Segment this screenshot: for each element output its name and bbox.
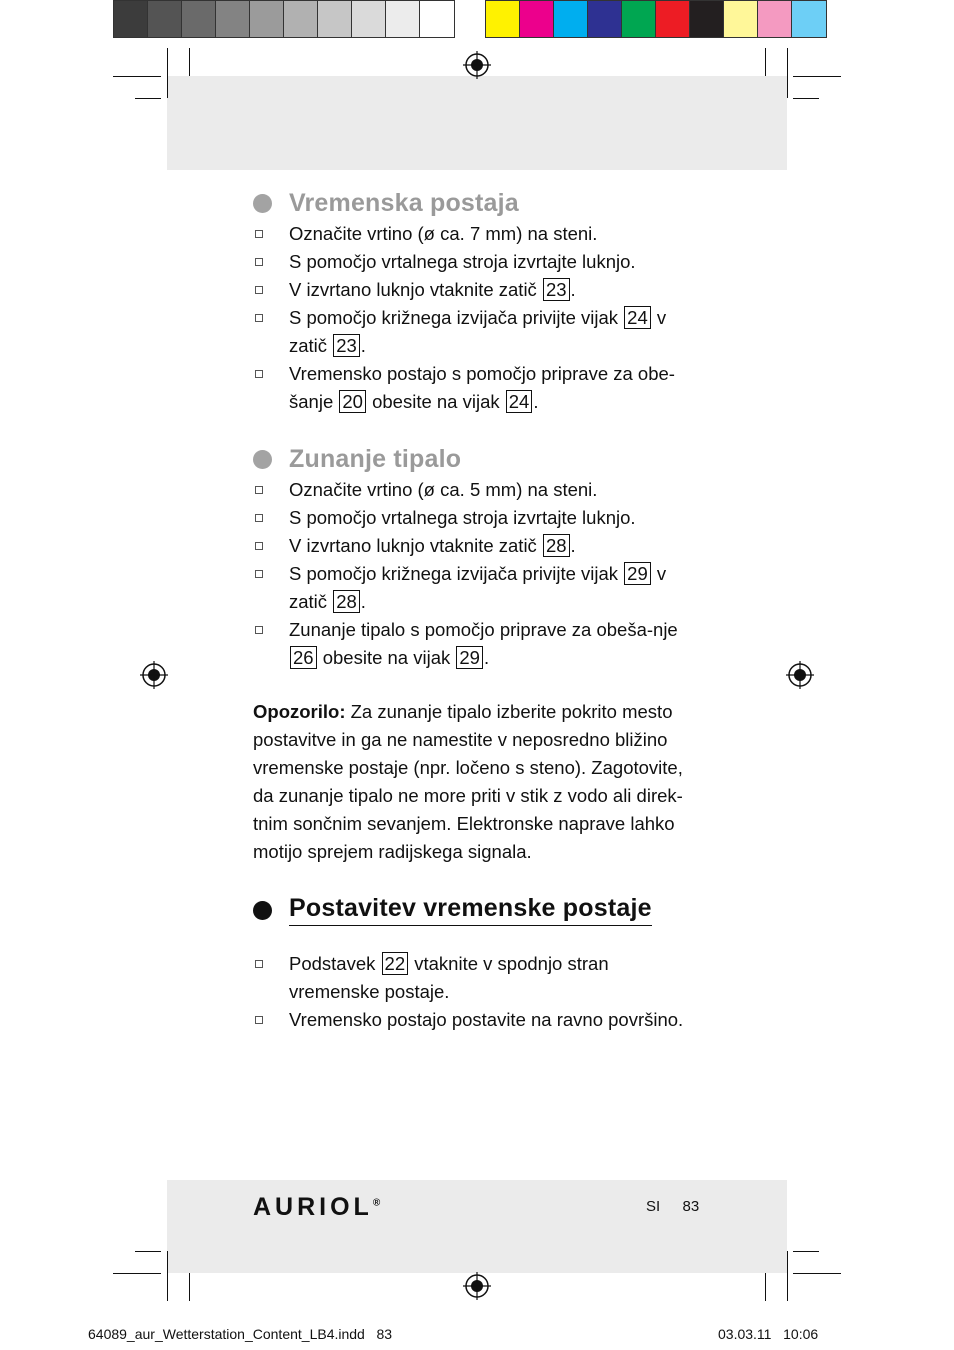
part-reference-number: 24 (506, 390, 533, 413)
section-title: Zunanje tipalo (289, 444, 462, 473)
list-item (253, 360, 703, 416)
item-text: . (360, 591, 366, 612)
item-text: Vremensko postajo s pomočjo priprave za obe-šanje (289, 363, 675, 412)
crop-mark (167, 1251, 168, 1301)
item-text: . (483, 647, 490, 668)
registration-mark-icon (140, 661, 168, 689)
item-text: Vremensko postajo postavite na ravno površino. (289, 1009, 684, 1030)
part-reference-number: 29 (624, 562, 651, 585)
color-swatch (758, 1, 792, 37)
color-swatch (250, 1, 284, 37)
list-item (253, 504, 703, 532)
item-text: . (570, 535, 576, 556)
crop-mark (787, 1251, 788, 1301)
print-timestamp: 03.03.11 10:06 (718, 1326, 819, 1342)
part-reference-number: 28 (543, 534, 570, 557)
checkbox-bullet-icon (255, 960, 263, 968)
item-text: S pomočjo križnega izvijača privijte vijak (289, 563, 624, 584)
instruction-list (253, 950, 703, 1034)
item-text: vtaknite v spodnjo stran vremenske postaje. (289, 953, 609, 1002)
part-reference-number: 28 (333, 590, 360, 613)
registration-mark-icon (463, 51, 491, 79)
crop-mark (113, 76, 161, 77)
checkbox-bullet-icon (255, 314, 263, 322)
file-name: 64089_aur_Wetterstation_Content_LB4.indd 83 (88, 1326, 393, 1342)
crop-mark (189, 1273, 190, 1301)
crop-mark (167, 48, 168, 98)
instruction-list (253, 476, 703, 672)
color-swatch (114, 1, 148, 37)
checkbox-bullet-icon (255, 570, 263, 578)
bullet-dot-icon (253, 450, 272, 469)
item-text: S pomočjo križnega izvijača privijte vijak (289, 307, 624, 328)
color-swatch (284, 1, 318, 37)
checkbox-bullet-icon (255, 1016, 263, 1024)
list-item (253, 560, 703, 616)
instruction-list (253, 220, 703, 416)
crop-mark (793, 1273, 841, 1274)
registration-mark-icon (463, 1272, 491, 1300)
item-text: V izvrtano luknjo vtaknite zatič (289, 279, 542, 300)
warning-label: Opozorilo: (253, 701, 346, 722)
item-text: . (533, 391, 539, 412)
crop-mark (765, 48, 766, 76)
section-title: Postavitev vremenske postaje (289, 894, 652, 926)
list-item (253, 276, 703, 304)
color-swatch (216, 1, 250, 37)
color-swatch (486, 1, 520, 37)
crop-mark (135, 98, 161, 99)
list-item (253, 248, 703, 276)
crop-mark (135, 1251, 161, 1252)
auriol-logo: AURIOL® (253, 1193, 381, 1221)
part-reference-number: 26 (290, 646, 317, 669)
section-heading-outdoor-sensor (253, 442, 703, 476)
list-item (253, 532, 703, 560)
warning-text: Za zunanje tipalo izberite pokrito mesto postavitve in ga ne namestite v neposredno bližino vremenske postaje (npr. ločeno s steno). Zagotovite, da zunanje tipalo ne more priti v stik z vodo ali direk-tnim sončnim sevanjem. Elektronske naprave lahko motijo sprejem radijskega signala. (253, 701, 683, 862)
item-text: Označite vrtino (ø ca. 5 mm) na steni. (289, 479, 598, 500)
item-text: Označite vrtino (ø ca. 7 mm) na steni. (289, 223, 598, 244)
color-swatch (622, 1, 656, 37)
item-text: . (570, 279, 576, 300)
color-swatch (588, 1, 622, 37)
color-swatches (485, 0, 827, 38)
color-swatch (148, 1, 182, 37)
grayscale-swatches (113, 0, 455, 38)
color-swatch (182, 1, 216, 37)
item-text: v zatič (289, 563, 667, 612)
item-text: S pomočjo vrtalnega stroja izvrtajte luknjo. (289, 251, 636, 272)
crop-mark (113, 1273, 161, 1274)
item-text: obesite na vijak (366, 391, 505, 412)
item-text: obesite na vijak (317, 647, 456, 668)
header-band (167, 76, 787, 170)
page-number: 83 (682, 1198, 700, 1215)
crop-mark (787, 48, 788, 98)
list-item (253, 950, 703, 1006)
color-swatch (520, 1, 554, 37)
part-reference-number: 23 (333, 334, 360, 357)
color-swatch (656, 1, 690, 37)
language-code: SI (646, 1198, 661, 1215)
list-item (253, 1006, 703, 1034)
checkbox-bullet-icon (255, 514, 263, 522)
list-item (253, 220, 703, 248)
item-text: V izvrtano luknjo vtaknite zatič (289, 535, 542, 556)
list-item (253, 476, 703, 504)
page-content (253, 186, 703, 1034)
checkbox-bullet-icon (255, 486, 263, 494)
print-color-bar (113, 0, 827, 38)
warning-note (253, 698, 703, 866)
crop-mark (793, 1251, 819, 1252)
color-swatch (690, 1, 724, 37)
item-text: S pomočjo vrtalnega stroja izvrtajte luknjo. (289, 507, 636, 528)
part-reference-number: 23 (543, 278, 570, 301)
checkbox-bullet-icon (255, 258, 263, 266)
checkbox-bullet-icon (255, 626, 263, 634)
part-reference-number: 29 (456, 646, 483, 669)
crop-mark (189, 48, 190, 76)
part-reference-number: 24 (624, 306, 651, 329)
section-title: Vremenska postaja (289, 188, 519, 217)
color-swatch (724, 1, 758, 37)
page-info (646, 1198, 699, 1215)
color-swatch (352, 1, 386, 37)
color-swatch (420, 1, 454, 37)
crop-mark (765, 1273, 766, 1301)
bullet-dot-icon (253, 901, 272, 920)
color-swatch (792, 1, 826, 37)
list-item (253, 616, 703, 672)
item-text: v zatič (289, 307, 667, 356)
checkbox-bullet-icon (255, 542, 263, 550)
color-swatch (554, 1, 588, 37)
crop-mark (793, 98, 819, 99)
checkbox-bullet-icon (255, 370, 263, 378)
item-text: Podstavek (289, 953, 381, 974)
item-text: . (360, 335, 366, 356)
section-heading-setup (253, 892, 703, 928)
part-reference-number: 22 (382, 952, 409, 975)
bullet-dot-icon (253, 194, 272, 213)
color-swatch (318, 1, 352, 37)
color-swatch (386, 1, 420, 37)
part-reference-number: 20 (339, 390, 366, 413)
section-heading-weather-station (253, 186, 703, 220)
list-item (253, 304, 703, 360)
item-text: Zunanje tipalo s pomočjo priprave za obeša-nje (289, 619, 678, 640)
checkbox-bullet-icon (255, 286, 263, 294)
registration-mark-icon (786, 661, 814, 689)
crop-mark (793, 76, 841, 77)
checkbox-bullet-icon (255, 230, 263, 238)
